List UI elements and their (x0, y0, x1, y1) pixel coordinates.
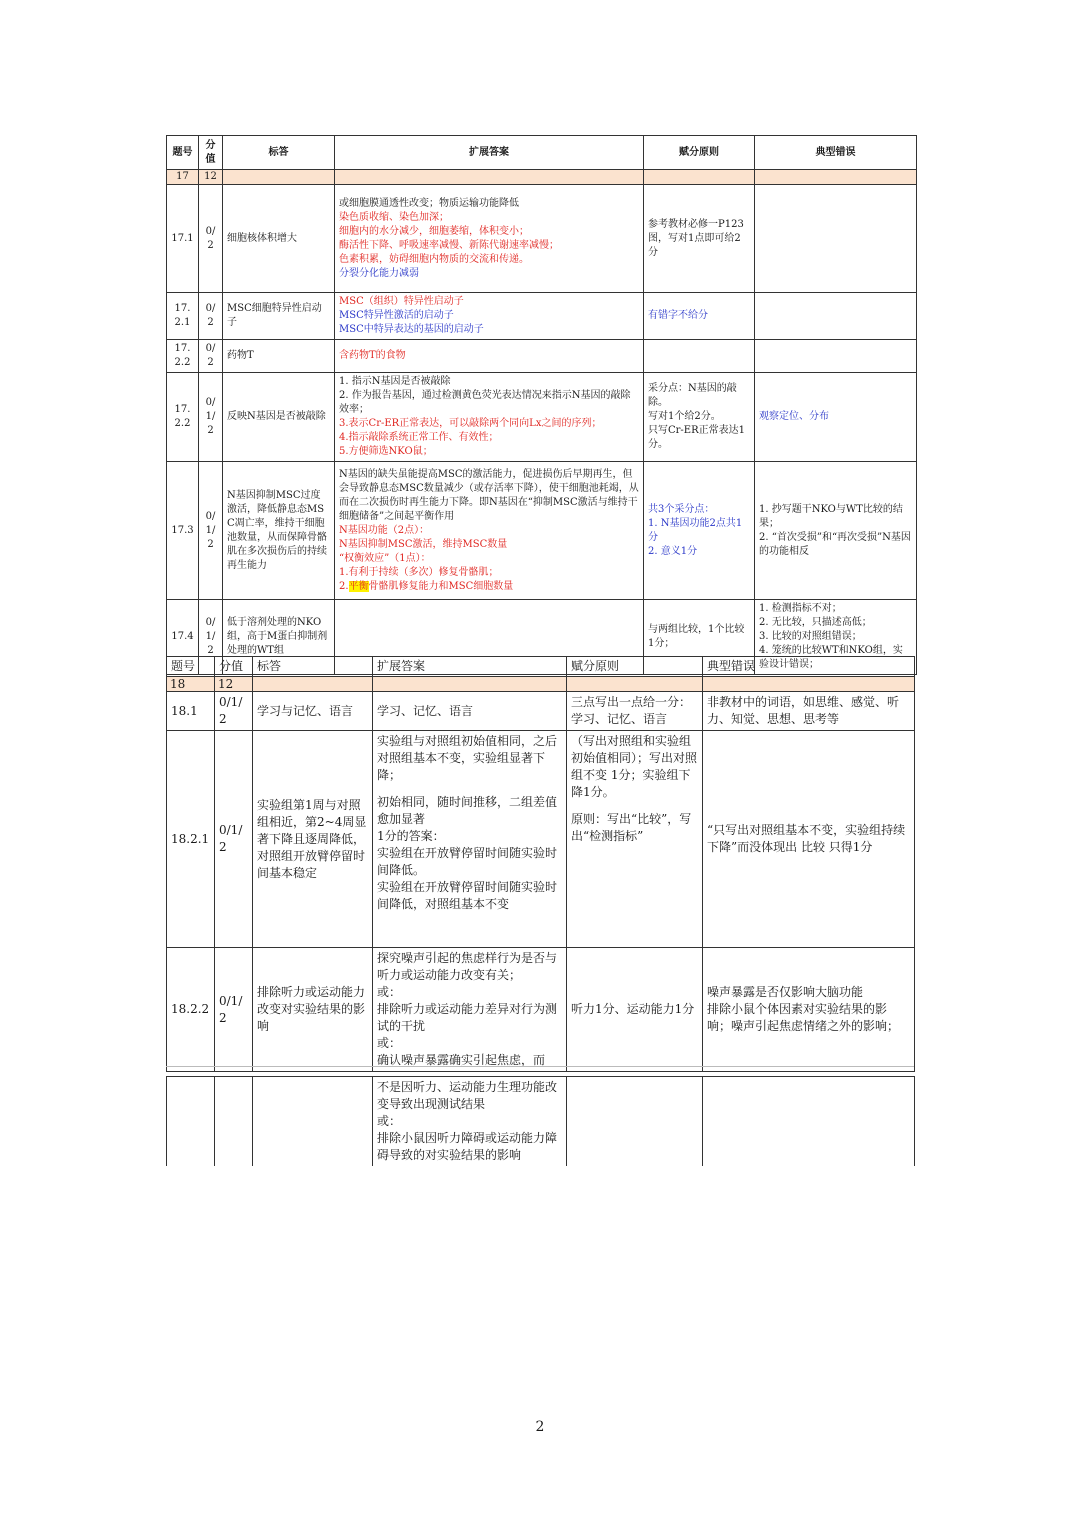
text-line: 或： (377, 985, 402, 999)
expanded-answer-cell (335, 293, 644, 340)
text-line: 1. 抄写题干NKO与WT比较的结果； (759, 503, 903, 529)
header-cell: 赋分原则 (644, 136, 755, 170)
text-line: “只写出对照组基本不变，实验组持续下降”而没体现出 比较 只得1分 (707, 823, 906, 854)
standard-answer-cell: 学习与记忆、语言 (253, 692, 373, 731)
text-line: 写对1个给2分。 (648, 411, 721, 422)
text-line: 确认噪声暴露确实引起焦虑，而 (377, 1053, 546, 1067)
page-break-line (166, 1066, 914, 1071)
score-cell: 0/2 (199, 293, 223, 340)
header-cell: 题号 (167, 657, 215, 677)
text-line: 细胞内的水分减少，细胞萎缩，体积变小； (339, 225, 529, 237)
text-line: 学习、记忆、语言 (377, 703, 474, 718)
question-number-cell: 18.1 (167, 692, 215, 731)
text-line: N基因的缺失虽能提高MSC的激活能力，促进损伤后早期再生，但会导致静息态MSC数量减少（或存活率下降），使干细胞池耗竭，从而在二次损伤时再生能力下降。即N基因在“抑制MSC激活与维持干细胞储备”之间起平衡作用 (339, 468, 639, 522)
text-line: 5.方便筛选NKO鼠； (339, 446, 433, 457)
text-line: “权衡效应”（1点）： (339, 552, 431, 564)
scoring-principle-cell (644, 293, 755, 340)
table-row (167, 373, 917, 462)
score-cell: 0/1/2 (199, 373, 223, 462)
highlighted-text: 平衡 (348, 580, 369, 592)
text-line: N基因抑制MSC激活，维持MSC数量 (339, 538, 508, 550)
typical-error-cell (703, 948, 915, 1072)
standard-answer-cell: 低于溶剂处理的NKO组，高于M蛋白抑制剂处理的WT组 (223, 600, 335, 675)
text-line: 原则：写出“比较”，写出“检测指标” (571, 812, 692, 843)
question-number-cell: 17.3 (167, 462, 199, 600)
table-row (167, 948, 915, 1072)
score-cell: 0/1/2 (199, 600, 223, 675)
question-17-table (166, 135, 917, 675)
text-line: 有错字不给分 (648, 310, 708, 321)
page-number: 2 (535, 1419, 545, 1435)
text-line: 2. 无比较，只描述高低； (759, 617, 872, 628)
text-line: 实验组在开放臂停留时间随实验时间降低。 (377, 846, 558, 877)
table-row (167, 692, 915, 731)
question-band-row (167, 170, 917, 185)
text-line: 1. 检测指标不对； (759, 603, 842, 614)
expanded-answer-cell (335, 462, 644, 600)
text-line: 1.有利于持续（多次）修复骨骼肌； (339, 566, 499, 578)
table1-body (167, 185, 917, 675)
score-cell: 0/1/2 (215, 692, 253, 731)
expanded-answer-cell (373, 731, 567, 948)
text-line: 1. 指示N基因是否被敲除 (339, 376, 451, 387)
standard-answer-cell: MSC细胞特异性启动子 (223, 293, 335, 340)
text-line: 3.表示Cr-ER正常表达，可以敲除两个同向Lx之间的序列； (339, 418, 602, 429)
text-line: 1. N基因功能2点共1分 (648, 517, 743, 543)
standard-answer-cell: 细胞核体积增大 (223, 185, 335, 293)
header-cell: 分值 (199, 136, 223, 170)
text-line: 非教材中的词语，如思维、感觉、听力、知觉、思想、思考等 (707, 695, 900, 726)
text-line: 实验组与对照组初始值相同，之后对照组基本不变，实验组显著下降； (377, 734, 558, 782)
text-line: 观察定位、分布 (759, 411, 829, 422)
standard-answer-cell: 排除听力或运动能力改变对实验结果的影响 (253, 948, 373, 1072)
text-line: 不是因听力、运动能力生理功能改变导致出现测试结果 (377, 1080, 558, 1111)
table-row (167, 731, 915, 948)
text-line: 采分点：N基因的敲除。 (648, 383, 737, 408)
table-row (167, 1077, 915, 1167)
table-header-row (167, 657, 915, 677)
table-row (167, 293, 917, 340)
question-number-cell: 17.2.2 (167, 373, 199, 462)
scoring-principle-cell (567, 731, 703, 948)
table-row (167, 340, 917, 373)
text-line: 2. 作为报告基因，通过检测黄色荧光表达情况来指示N基因的敲除效率； (339, 390, 631, 415)
question-number-cell: 17.2.2 (167, 340, 199, 373)
text-line: 2.平衡骨骼肌修复能力和MSC细胞数量 (339, 580, 514, 592)
score-cell: 0/1/2 (215, 948, 253, 1072)
score-cell: 0/2 (199, 185, 223, 293)
scoring-principle-cell (644, 462, 755, 600)
standard-answer-cell: 反映N基因是否被敲除 (223, 373, 335, 462)
expanded-answer-cell (373, 948, 567, 1072)
text-line: 4. 笼统的比较WT和NKO组，实验设计错误； (759, 645, 903, 670)
question-number-cell: 18.2.1 (167, 731, 215, 948)
text-line: 初始相同，随时间推移，二组差值愈加显著 (377, 795, 558, 826)
expanded-answer-cell (335, 185, 644, 293)
text-line: 排除小鼠个体因素对实验结果的影响；噪声引起焦虑情绪之外的影响； (707, 1002, 900, 1033)
text-line: 或： (377, 1114, 402, 1128)
typical-error-cell (755, 373, 917, 462)
question-number-cell: 17.4 (167, 600, 199, 675)
score-cell: 0/1/2 (199, 462, 223, 600)
text-line: 1分的答案： (377, 829, 445, 843)
typical-error-cell (703, 731, 915, 948)
text-line: MSC（组织）特异性启动子 (339, 296, 464, 307)
text-line: 色素积累，妨碍细胞内物质的交流和传递。 (339, 253, 529, 265)
header-cell: 赋分原则 (567, 657, 703, 677)
question-number-cell: 18.2.2 (167, 948, 215, 1072)
table-row (167, 462, 917, 600)
text-line: N基因功能（2点）： (339, 524, 430, 536)
text-line: 排除小鼠因听力障碍或运动能力障碍导致的对实验结果的影响 (377, 1131, 558, 1162)
text-line: 染色质收缩、染色加深； (339, 211, 449, 223)
text-line: 只写Cr-ER正常表达1分。 (648, 425, 746, 450)
score-cell: 0/1/2 (215, 731, 253, 948)
text-line: 噪声暴露是否仅影响大脑功能 (707, 985, 864, 999)
text-line: 与两组比较，1个比较1分； (648, 624, 745, 649)
header-cell: 标答 (253, 657, 373, 677)
expanded-answer-cell (335, 373, 644, 462)
scoring-principle-cell (567, 948, 703, 1072)
question-18-table (166, 656, 915, 1072)
typical-error-cell (755, 185, 917, 293)
text-line: 4.指示敲除系统正常工作、有效性； (339, 432, 499, 443)
standard-answer-cell: N基因抑制MSC过度激活，降低静息态MSC凋亡率，维持干细胞池数量，从而保障骨骼肌在多次损伤后的持续再生能力 (223, 462, 335, 600)
typical-error-cell (703, 692, 915, 731)
text-line: 2. “首次受损”和“再次受损”N基因的功能相反 (759, 531, 911, 557)
typical-error-cell (755, 293, 917, 340)
text-line: （写出对照组和实验组初始值相同）；写出对照组不变 1分；实验组下降1分。 (571, 734, 698, 799)
text-line: 排除听力或运动能力差异对行为测试的干扰 (377, 1002, 558, 1033)
band-score: 12 (199, 170, 223, 185)
header-cell: 标答 (223, 136, 335, 170)
table-header-row (167, 136, 917, 170)
text-line: 或： (377, 1036, 402, 1050)
expanded-answer-cell (373, 692, 567, 731)
scoring-principle-cell (644, 185, 755, 293)
header-cell: 典型错误 (703, 657, 915, 677)
table2-body (167, 692, 915, 1072)
band-question-number: 17 (167, 170, 199, 185)
header-cell: 题号 (167, 136, 199, 170)
question-number-cell: 17.2.1 (167, 293, 199, 340)
question-band-row (167, 677, 915, 692)
continuation-table (166, 1076, 915, 1166)
typical-error-cell (755, 340, 917, 373)
score-cell: 0/2 (199, 340, 223, 373)
text-line: 听力1分、运动能力1分 (571, 1002, 695, 1016)
header-cell: 扩展答案 (335, 136, 644, 170)
header-cell: 分值 (215, 657, 253, 677)
text-line: 探究噪声引起的焦虑样行为是否与听力或运动能力改变有关； (377, 951, 558, 982)
band-score: 12 (215, 677, 253, 692)
header-cell: 扩展答案 (373, 657, 567, 677)
scoring-principle-cell (644, 340, 755, 373)
band-question-number: 18 (167, 677, 215, 692)
text-line: MSC特异性激活的启动子 (339, 310, 454, 321)
text-line: MSC中特异表达的基因的启动子 (339, 324, 484, 335)
standard-answer-cell: 实验组第1周与对照组相近，第2~4周显著下降且逐周降低，对照组开放臂停留时间基本稳定 (253, 731, 373, 948)
text-line: 或细胞膜通透性改变；物质运输功能降低 (339, 197, 519, 209)
scoring-principle-cell (644, 373, 755, 462)
typical-error-cell (755, 462, 917, 600)
header-cell: 典型错误 (755, 136, 917, 170)
text-line: 含药物T的食物 (339, 350, 406, 361)
expanded-answer-cell (335, 340, 644, 373)
standard-answer-cell: 药物T (223, 340, 335, 373)
question-number-cell: 17.1 (167, 185, 199, 293)
text-line: 3. 比较的对照组错误； (759, 631, 862, 642)
text-line: 三点写出一点给一分：学习、记忆、语言 (571, 695, 692, 726)
text-line: 实验组在开放臂停留时间随实验时间降低，对照组基本不变 (377, 880, 558, 911)
table-row (167, 185, 917, 293)
text-line: 酶活性下降、呼吸速率减慢、新陈代谢速率减慢； (339, 239, 559, 251)
text-line: 分裂分化能力减弱 (339, 267, 419, 279)
text-line: 2. 意义1分 (648, 545, 698, 557)
text-line: 参考教材必修一P123图，写对1点即可给2分 (648, 218, 744, 258)
scoring-principle-cell (567, 692, 703, 731)
expanded-answer-cell (373, 1077, 567, 1167)
text-line: 共3个采分点： (648, 503, 715, 515)
